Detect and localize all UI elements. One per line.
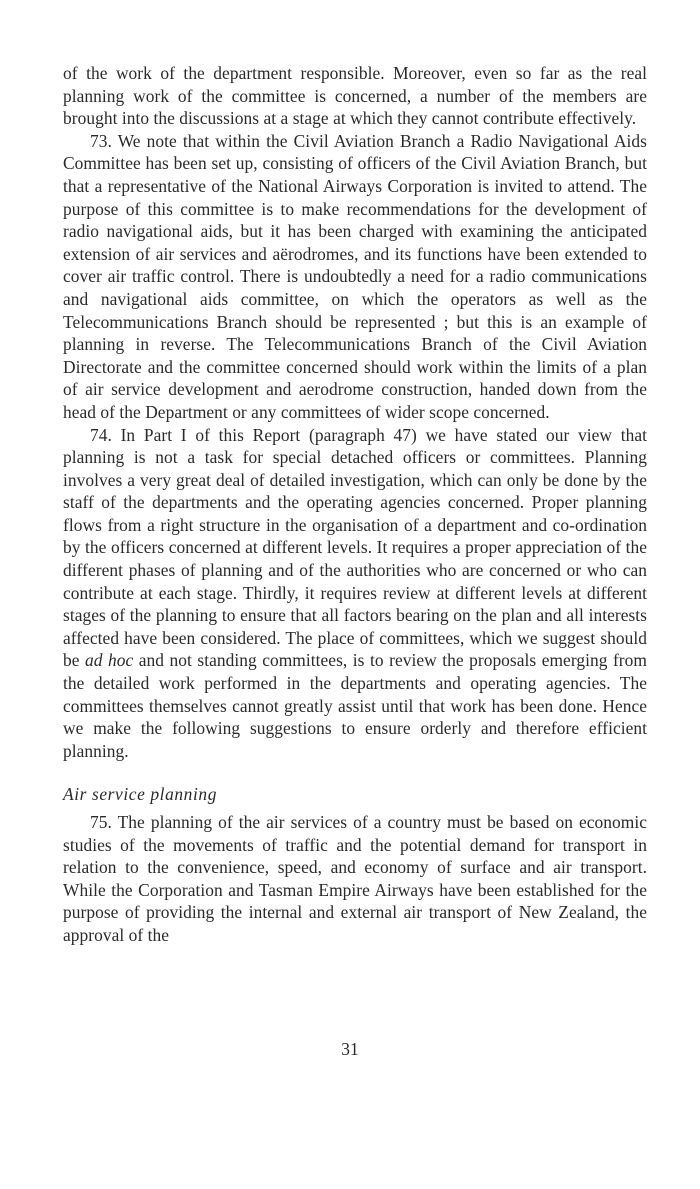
paragraph-73: 73. We note that within the Civil Aviation Branch a Radio Navigational Aids Committee has been set up, consisting of officers of the Civil Aviation Branch, but that a representative of the National Airways Corporation is invited to attend. The purpose of this committee is to make recommendations for the development of radio navigational aids, but it has been charged with examining the anticipated extension of air services and aërodromes, and its functions have been extended to cover air traffic control. There is undoubtedly a need for a radio communications and navigational aids committee, on which the operators as well as the Telecommunications Branch should be represented ; but this is an example of planning in reverse. The Telecommunications Branch of the Civil Aviation Directorate and the committee concerned should work within the limits of a plan of air service development and aerodrome construction, handed down from the head of the Department or any committees of wider scope concerned. bbox=[63, 130, 647, 422]
page-number: 31 bbox=[341, 1039, 359, 1059]
paragraph-74-text-b: and not standing committees, is to review the proposals emerging from the detailed work performed in the departments and operating agencies. The committees themselves cannot greatly assist until that work has been done. Hence we make the following suggestions to ensure orderly and therefore efficient planning. bbox=[63, 650, 647, 761]
italic-term: ad hoc bbox=[85, 650, 134, 671]
section-heading-air-service-planning: Air service planning bbox=[63, 784, 217, 805]
paragraph-75: 75. The planning of the air services of a country must be based on economic studies of the movements of traffic and the potential demand for transport in relation to the convenience, speed, and economy of surface and air transport. While the Corporation and Tasman Empire Airways have been established for the purpose of providing the internal and external air transport of New Zealand, the approval of the bbox=[63, 812, 647, 945]
paragraph-continuation: of the work of the department responsible. Moreover, even so far as the real planning work of the committee is concerned, a number of the members are brought into the discussions at a stage at which they cannot contribute effectively. bbox=[63, 63, 647, 129]
paragraph-74 bbox=[63, 424, 647, 763]
document-page bbox=[63, 62, 647, 947]
paragraph-74-text-a: 74. In Part I of this Report (paragraph 47) we have stated our view that planning is not a task for special detached officers or committees. Planning involves a very great deal of detailed investigation, which can only be done by the staff of the departments and the operating agencies concerned. Proper planning flows from a right structure in the organisation of a department and co-ordination by the officers concerned at different levels. It requires a proper appreciation of the different phases of planning and of the authorities who are concerned or who can contribute at each stage. Thirdly, it requires review at different levels at different stages of the planning to ensure that all factors bearing on the plan and all interests affected have been considered. The place of committees, which we suggest should be bbox=[63, 424, 647, 671]
